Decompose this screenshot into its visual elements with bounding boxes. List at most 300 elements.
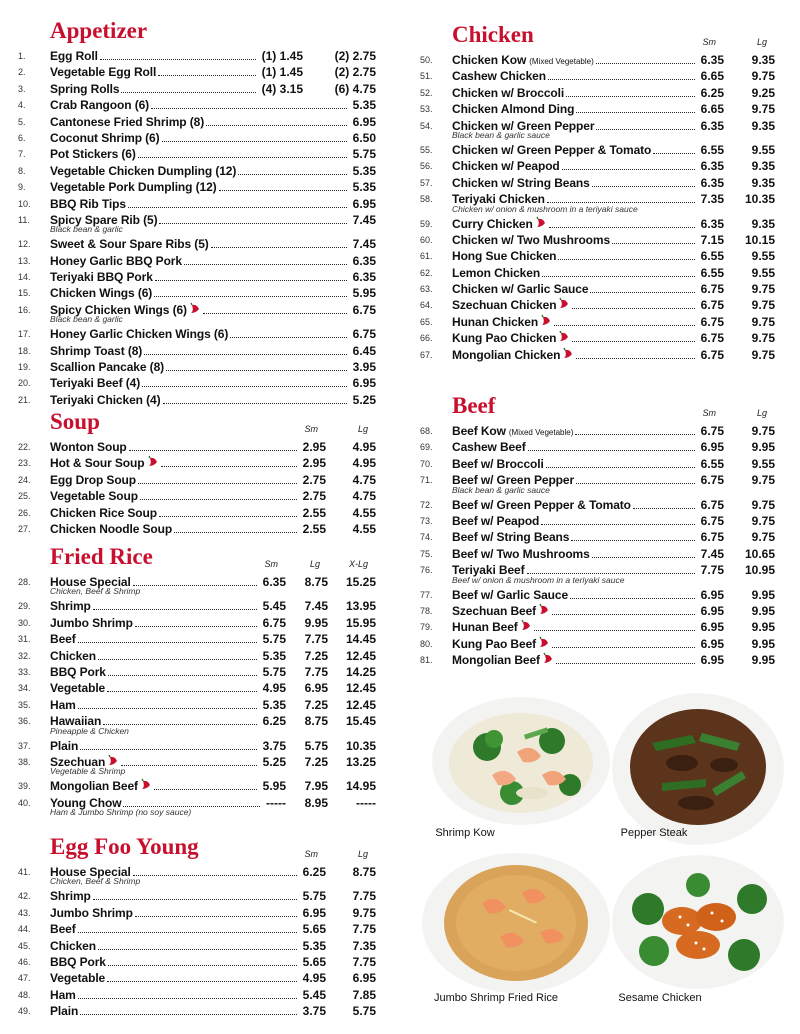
item-name: Shrimp Toast (8): [50, 343, 143, 358]
item-name: Teriyaki Beef (4): [50, 376, 141, 391]
item-price: 9.95: [751, 603, 775, 618]
item-line: [452, 232, 697, 248]
menu-item: [420, 142, 782, 158]
beef-section: [420, 389, 782, 668]
chili-pepper-icon: [107, 754, 119, 766]
chili-pepper-icon: [562, 347, 574, 359]
item-number: 79.: [420, 622, 433, 633]
item-price: 6.75: [700, 497, 724, 512]
item-price: 9.35: [751, 216, 775, 231]
item-line: [50, 455, 299, 471]
dot-leader: [154, 296, 346, 297]
item-line: [452, 603, 697, 619]
item-number: 22.: [18, 442, 31, 452]
item-note: Ham & Jumbo Shrimp (no soy sauce): [50, 807, 192, 818]
dot-leader: [541, 524, 694, 525]
item-note: Black bean & garlic sauce: [452, 129, 550, 140]
item-name: Beef w/ String Beans: [452, 530, 570, 545]
dot-leader: [121, 92, 255, 93]
item-name: Cantonese Fried Shrimp (8): [50, 114, 205, 129]
item-price: (6) 4.75: [334, 81, 376, 96]
column-header-lg: Lg: [756, 408, 767, 418]
menu-item: [420, 456, 782, 472]
item-name: BBQ Pork: [50, 664, 106, 679]
item-line: [50, 938, 299, 954]
item-number: 42.: [18, 891, 31, 902]
beef-title: Beef: [452, 393, 496, 418]
item-line: [452, 297, 697, 313]
item-name: Beef w/ Garlic Sauce: [452, 587, 569, 602]
menu-item: [18, 114, 380, 130]
item-line: [50, 64, 258, 80]
item-name: Wonton Soup: [50, 440, 127, 454]
item-line: [452, 68, 697, 84]
item-price: 8.95: [304, 795, 328, 810]
item-price: 7.75: [352, 954, 376, 969]
item-price: 5.25: [352, 392, 376, 407]
item-price: 6.95: [700, 620, 724, 635]
item-line: [452, 85, 697, 101]
item-name: Vegetable Egg Roll: [50, 65, 157, 80]
item-number: 41.: [18, 867, 31, 877]
dot-leader: [108, 965, 297, 966]
beef-header: [420, 389, 782, 423]
item-name: Beef w/ Green Pepper: [452, 473, 575, 488]
shrimp-kow-caption: Shrimp Kow: [435, 827, 495, 839]
jumbo-shrimp-fried-rice-caption: Jumbo Shrimp Fried Rice: [433, 992, 559, 1004]
item-name: Teriyaki Chicken: [452, 192, 545, 207]
item-number: 7.: [18, 149, 26, 160]
item-line: [50, 130, 349, 146]
menu-item: [420, 619, 782, 635]
item-price: 9.75: [751, 298, 775, 313]
dot-leader: [534, 630, 695, 631]
item-name: Shrimp: [50, 889, 91, 904]
appetizer-title: Appetizer: [50, 18, 148, 43]
item-number: 17.: [18, 329, 31, 340]
item-number: 15.: [18, 288, 31, 299]
item-name: Beef w/ Two Mushrooms: [452, 546, 590, 561]
item-number: 80.: [420, 638, 433, 649]
column-header-lg: Lg: [756, 37, 767, 47]
item-number: 75.: [420, 548, 433, 559]
item-line: [452, 330, 697, 346]
item-name: Ham: [50, 987, 76, 1002]
item-number: 25.: [18, 491, 31, 502]
item-name: Teriyaki Chicken (4): [50, 392, 161, 407]
menu-item: [18, 738, 380, 754]
item-line: [50, 521, 299, 537]
item-price: 6.25: [700, 85, 724, 100]
item-price: 6.75: [700, 298, 724, 313]
item-line: [50, 81, 258, 97]
item-number: 55.: [420, 144, 433, 155]
menu-item: [420, 497, 782, 513]
item-line: [452, 248, 697, 264]
item-name: BBQ Rib Tips: [50, 196, 126, 211]
chili-pepper-icon: [140, 778, 152, 790]
dot-leader: [158, 75, 255, 76]
item-number: 6.: [18, 132, 26, 143]
item-price: 6.75: [700, 530, 724, 545]
menu-item: [18, 375, 380, 391]
item-name: Beef: [50, 922, 76, 937]
item-price: 9.55: [751, 265, 775, 280]
item-line: [50, 778, 259, 794]
dot-leader: [107, 981, 297, 982]
menu-item: [18, 81, 380, 97]
item-line: [50, 488, 299, 504]
item-number: 28.: [18, 577, 31, 587]
item-price: 6.95: [700, 653, 724, 668]
item-line: [50, 146, 349, 162]
item-line: [50, 439, 299, 455]
chili-pepper-icon: [542, 652, 554, 664]
item-note: Vegetable & Shrimp: [50, 766, 126, 777]
item-name: Chicken Kow: [452, 53, 527, 67]
menu-item: [420, 101, 782, 117]
item-name: Kung Pao Chicken: [452, 331, 557, 346]
menu-item: [18, 1003, 380, 1019]
item-price: 9.75: [751, 424, 775, 438]
item-name: Chicken w/ Green Pepper & Tomato: [452, 142, 652, 157]
item-number: 77.: [420, 589, 433, 600]
dot-leader: [78, 998, 297, 999]
menu-item: [18, 48, 380, 64]
item-line: [50, 1003, 299, 1019]
item-price: 7.95: [304, 779, 328, 794]
item-price: 6.55: [700, 265, 724, 280]
item-line: [50, 738, 259, 754]
item-price: 2.75: [302, 489, 326, 504]
item-price: 5.75: [302, 889, 326, 904]
item-price: 9.95: [751, 440, 775, 455]
item-name: Cashew Beef: [452, 440, 526, 455]
item-tag: (Mixed Vegetable): [508, 428, 574, 437]
menu-item: [420, 158, 782, 174]
item-number: 64.: [420, 300, 433, 311]
item-number: 29.: [18, 601, 31, 612]
item-tag: (Mixed Vegetable): [529, 57, 594, 66]
egg-foo-young-title: Egg Foo Young: [50, 834, 199, 859]
item-line: [452, 652, 697, 668]
item-number: 33.: [18, 666, 31, 677]
menu-item: [420, 216, 782, 232]
item-line: [50, 472, 299, 488]
item-number: 44.: [18, 924, 31, 935]
item-note: Chicken, Beef & Shrimp: [50, 586, 141, 597]
menu-item: [420, 529, 782, 545]
item-price: 2.75: [302, 472, 326, 487]
item-number: 62.: [420, 267, 433, 278]
item-line: [50, 598, 259, 614]
item-price: -----: [356, 795, 376, 810]
item-number: 71.: [420, 475, 433, 486]
menu-item: [18, 285, 380, 301]
dot-leader: [527, 573, 695, 574]
column-header-sm: Sm: [304, 424, 318, 434]
item-price: 9.35: [751, 118, 775, 133]
dot-leader: [542, 276, 695, 277]
item-name: Cashew Chicken: [452, 69, 546, 84]
item-name: House Special: [50, 575, 131, 589]
item-number: 54.: [420, 120, 433, 131]
item-price: 6.35: [352, 253, 376, 268]
appetizer-section: [18, 14, 380, 408]
item-number: 68.: [420, 426, 433, 436]
item-name: Chicken: [50, 648, 96, 663]
item-price: 6.35: [700, 216, 724, 231]
item-price: 6.35: [352, 270, 376, 285]
item-name: Plain: [50, 738, 79, 753]
item-number: 14.: [18, 272, 31, 283]
item-price: 6.75: [700, 513, 724, 528]
item-number: 74.: [420, 532, 433, 543]
item-name: Chicken Noodle Soup: [50, 521, 173, 536]
menu-item: [18, 196, 380, 212]
item-number: 57.: [420, 177, 433, 188]
item-number: 9.: [18, 182, 26, 193]
menu-item: [18, 778, 380, 794]
chicken-title: Chicken: [452, 22, 534, 47]
item-price: 6.65: [700, 102, 724, 117]
item-line: [452, 175, 697, 191]
sesame-chicken-caption: Sesame Chicken: [618, 992, 702, 1004]
menu-item: [18, 269, 380, 285]
item-number: 59.: [420, 218, 433, 229]
item-price: 6.25: [262, 714, 286, 729]
item-price: 6.55: [700, 249, 724, 264]
dot-leader: [135, 916, 297, 917]
item-price: 9.75: [751, 314, 775, 329]
item-price: 10.95: [744, 563, 775, 578]
egg-foo-young-section: [18, 830, 380, 1020]
dot-leader: [128, 207, 347, 208]
item-price: 9.35: [751, 175, 775, 190]
item-line: [452, 281, 697, 297]
column-header-sm: Sm: [702, 408, 716, 418]
fried-rice-title: Fried Rice: [50, 544, 153, 569]
item-price: 9.75: [751, 102, 775, 117]
item-price: 9.75: [751, 530, 775, 545]
item-price: 15.45: [345, 714, 376, 729]
item-name: Spicy Chicken Wings (6): [50, 302, 187, 317]
item-price: 5.35: [302, 938, 326, 953]
item-name: Shrimp: [50, 599, 91, 614]
dot-leader: [546, 467, 695, 468]
item-price: 9.75: [751, 282, 775, 297]
item-number: 36.: [18, 716, 31, 727]
item-price: 5.35: [352, 98, 376, 113]
item-price: 7.45: [700, 546, 724, 561]
item-number: 38.: [18, 756, 31, 767]
item-line: [50, 48, 258, 64]
item-number: 43.: [18, 907, 31, 918]
chicken-header: [420, 18, 782, 52]
item-line: [452, 158, 697, 174]
item-price: 7.25: [304, 648, 328, 663]
item-price: 6.50: [352, 130, 376, 145]
item-number: 8.: [18, 165, 26, 176]
item-name: Vegetable Chicken Dumpling (12): [50, 163, 237, 178]
item-name: Chicken w/ Peapod: [452, 159, 560, 174]
item-number: 67.: [420, 349, 433, 360]
item-price: 7.45: [352, 237, 376, 252]
item-price: 6.35: [700, 53, 724, 67]
item-note: Beef w/ onion & mushroom in a teriyaki sauce: [452, 574, 625, 585]
fried-rice-section: [18, 540, 380, 819]
column-header-x-lg: X-Lg: [348, 559, 368, 569]
item-number: 11.: [18, 214, 30, 225]
menu-item: [18, 631, 380, 647]
item-line: [50, 664, 259, 680]
item-line: [50, 253, 349, 269]
chili-pepper-icon: [540, 314, 552, 326]
menu-item: [420, 587, 782, 603]
item-price: 5.35: [352, 180, 376, 195]
item-price: -----: [266, 795, 286, 810]
column-header-sm: Sm: [304, 849, 318, 859]
item-line: [452, 101, 697, 117]
column-header-lg: Lg: [357, 849, 368, 859]
item-name: Jumbo Shrimp: [50, 615, 133, 630]
item-name: Chicken w/ Two Mushrooms: [452, 232, 611, 247]
dot-leader: [548, 79, 695, 80]
item-number: 30.: [18, 617, 31, 628]
item-price: 7.25: [304, 754, 328, 769]
item-line: [452, 513, 697, 529]
menu-item: [18, 146, 380, 162]
item-name: Chicken Almond Ding: [452, 102, 575, 117]
item-price: 2.95: [302, 440, 326, 454]
item-price: 6.75: [700, 347, 724, 362]
item-price: 6.35: [262, 575, 286, 589]
menu-item: [18, 326, 380, 342]
menu-item: [420, 603, 782, 619]
item-price: 9.25: [751, 85, 775, 100]
item-name: Hunan Beef: [452, 620, 518, 635]
menu-item: [18, 921, 380, 937]
item-name: Honey Garlic BBQ Pork: [50, 253, 182, 268]
item-name: Egg Roll: [50, 49, 98, 63]
item-price: 4.55: [352, 521, 376, 536]
item-price: 9.35: [751, 53, 775, 67]
item-number: 76.: [420, 565, 433, 576]
dot-leader: [155, 280, 347, 281]
item-price: 8.75: [352, 865, 376, 879]
item-price: 4.95: [352, 456, 376, 471]
item-price: 6.95: [352, 196, 376, 211]
item-price: 6.75: [700, 473, 724, 488]
item-number: 12.: [18, 239, 31, 250]
dot-leader: [80, 749, 256, 750]
item-number: 39.: [18, 781, 31, 792]
item-name: Vegetable: [50, 681, 106, 696]
dot-leader: [151, 108, 347, 109]
item-name: Mongolian Chicken: [452, 347, 561, 362]
item-price: 6.45: [352, 343, 376, 358]
item-line: [452, 636, 697, 652]
item-name: Szechuan: [50, 754, 106, 769]
item-price: 6.95: [700, 587, 724, 602]
menu-item: [420, 265, 782, 281]
item-line: [50, 615, 259, 631]
item-price: 8.75: [304, 575, 328, 589]
item-price: 6.95: [700, 636, 724, 651]
item-name: Young Chow: [50, 795, 122, 810]
item-line: [452, 546, 697, 562]
item-name: Honey Garlic Chicken Wings (6): [50, 327, 229, 342]
item-price: 6.35: [700, 118, 724, 133]
item-price: 2.55: [302, 521, 326, 536]
item-price: (2) 2.75: [334, 49, 376, 63]
item-price: 6.95: [302, 905, 326, 920]
item-price: 7.75: [700, 563, 724, 578]
menu-item: [18, 253, 380, 269]
item-price: 5.95: [262, 779, 286, 794]
item-price: 5.45: [262, 599, 286, 614]
item-name: Teriyaki BBQ Pork: [50, 270, 153, 285]
item-name: Hunan Chicken: [452, 314, 539, 329]
item-line: [50, 196, 349, 212]
item-note: Pineapple & Chicken: [50, 725, 129, 736]
item-price: 4.75: [352, 472, 376, 487]
item-price: 3.95: [352, 360, 376, 375]
item-price: 6.95: [700, 440, 724, 455]
item-price: 14.95: [345, 779, 376, 794]
item-price: 5.75: [262, 664, 286, 679]
item-name: Mongolian Beef: [452, 653, 540, 668]
item-line: [50, 179, 349, 195]
dot-leader: [144, 354, 346, 355]
item-number: 70.: [420, 458, 433, 469]
item-name: Coconut Shrimp (6): [50, 130, 160, 145]
menu-item: [420, 52, 782, 68]
item-number: 69.: [420, 442, 433, 453]
item-price: 5.75: [262, 632, 286, 647]
item-number: 47.: [18, 973, 31, 984]
item-line: [50, 648, 259, 664]
item-line: [50, 631, 259, 647]
item-line: [452, 314, 697, 330]
item-price: 9.55: [751, 249, 775, 264]
item-line: [50, 921, 299, 937]
menu-item: [18, 472, 380, 488]
chili-pepper-icon: [147, 455, 159, 467]
menu-item: [18, 97, 380, 113]
item-price: 5.65: [302, 922, 326, 937]
item-name: Vegetable: [50, 971, 106, 986]
item-price: 7.45: [304, 599, 328, 614]
item-price: 6.35: [700, 175, 724, 190]
item-name: Teriyaki Beef: [452, 563, 525, 578]
item-number: 21.: [18, 394, 31, 405]
jumbo-shrimp-fried-rice-photo: [422, 853, 610, 993]
item-name: Chicken w/ String Beans: [452, 175, 590, 190]
menu-item: [18, 664, 380, 680]
item-name: Szechuan Beef: [452, 603, 537, 618]
item-price: (1) 1.45: [261, 65, 303, 80]
item-number: 10.: [18, 198, 31, 209]
menu-item: [18, 598, 380, 614]
item-price: 6.55: [700, 456, 724, 471]
item-line: [50, 236, 349, 252]
item-line: [50, 343, 349, 359]
item-number: 19.: [18, 362, 31, 373]
item-price: 14.25: [345, 664, 376, 679]
item-price: (1) 1.45: [261, 49, 303, 63]
item-number: 3.: [18, 83, 26, 94]
